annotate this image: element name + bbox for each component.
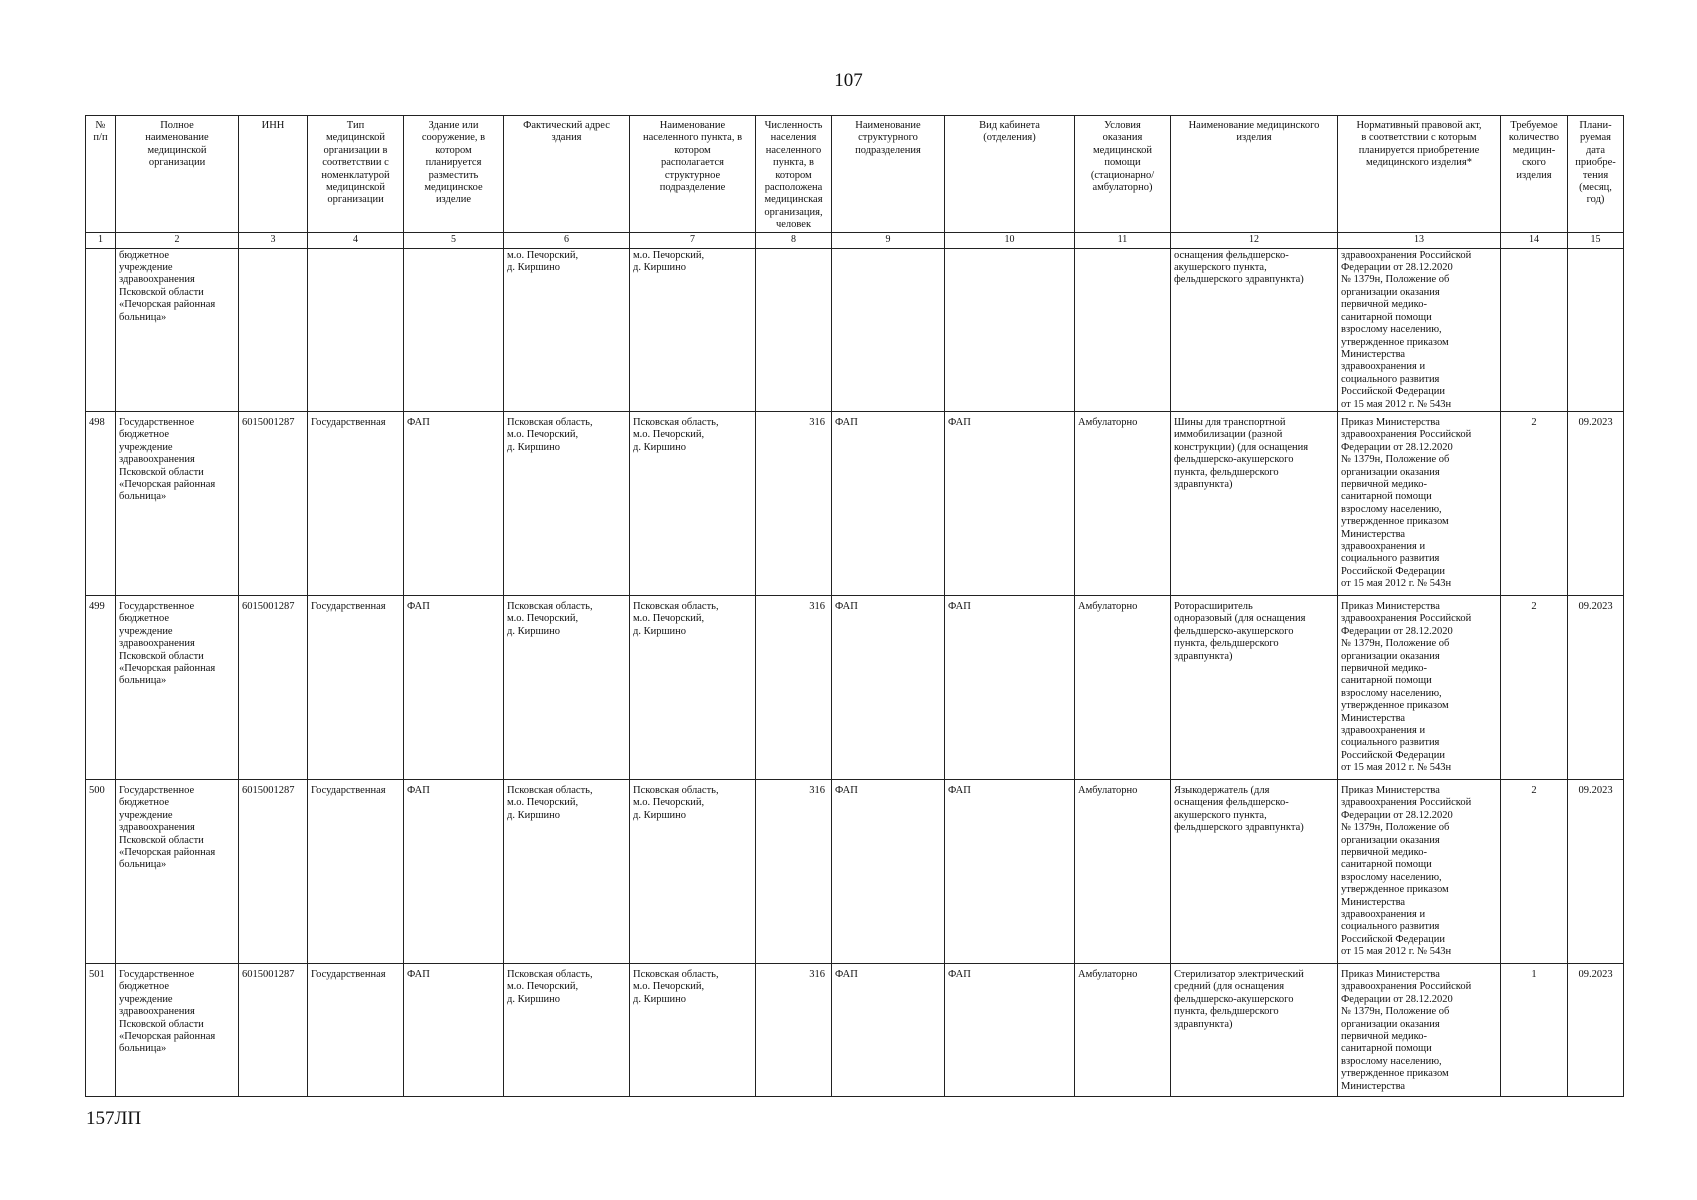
settlement-cell: Псковская область, м.о. Печорский, д. Киршино: [630, 963, 756, 1096]
table-row-continuation: [86, 248, 1624, 411]
header-cell-care-conditions: Условия оказания медицинской помощи (стационарно/ амбулаторно): [1075, 116, 1171, 233]
settlement-cell: Псковская область, м.о. Печорский, д. Киршино: [630, 595, 756, 779]
table-cell: [404, 248, 504, 411]
column-number: 10: [945, 232, 1075, 248]
row-number: 500: [86, 779, 116, 963]
address-cell: Псковская область, м.о. Печорский, д. Киршино: [504, 595, 630, 779]
header-cell-settlement: Наименование населенного пункта, в котором располагается структурное подразделение: [630, 116, 756, 233]
header-cell-cabinet-type: Вид кабинета (отделения): [945, 116, 1075, 233]
header-cell-quantity: Требуемое количество медицин- ского изделия: [1501, 116, 1568, 233]
header-cell-number: № п/п: [86, 116, 116, 233]
population-cell: 316: [756, 595, 832, 779]
table-cell: [832, 248, 945, 411]
building-cell: ФАП: [404, 779, 504, 963]
settlement-cell: Псковская область, м.о. Печорский, д. Киршино: [630, 779, 756, 963]
header-cell-planned-date: Плани- руемая дата приобре- тения (месяц, год): [1568, 116, 1624, 233]
planned-date-cell: 09.2023: [1568, 963, 1624, 1096]
building-cell: ФАП: [404, 595, 504, 779]
cabinet-type-cell: ФАП: [945, 963, 1075, 1096]
table-cell: [945, 248, 1075, 411]
header-cell-org-name: Полное наименование медицинской организации: [116, 116, 239, 233]
header-cell-address: Фактический адрес здания: [504, 116, 630, 233]
header-cell-inn: ИНН: [239, 116, 308, 233]
legal-act-cell: Приказ Министерства здравоохранения Российской Федерации от 28.12.2020 № 1379н, Положение об организации оказания первичной медико- санитарной помощи взрослому населению, утвержденное приказом Министерства: [1338, 963, 1501, 1096]
org-name-cell: Государственное бюджетное учреждение здравоохранения Псковской области «Печорская районная больница»: [116, 411, 239, 595]
table-cell: [1568, 248, 1624, 411]
org-type-cell: Государственная: [308, 963, 404, 1096]
table-cell: [308, 248, 404, 411]
table-row: [86, 779, 1624, 963]
equipment-table: [85, 115, 1624, 1097]
quantity-cell: 2: [1501, 595, 1568, 779]
column-number: 13: [1338, 232, 1501, 248]
planned-date-cell: 09.2023: [1568, 779, 1624, 963]
inn-cell: 6015001287: [239, 963, 308, 1096]
document-code: 157ЛП: [86, 1108, 142, 1129]
table-cell: [1075, 248, 1171, 411]
org-type-cell: Государственная: [308, 411, 404, 595]
column-number: 3: [239, 232, 308, 248]
settlement-cell: Псковская область, м.о. Печорский, д. Киршино: [630, 411, 756, 595]
column-number: 1: [86, 232, 116, 248]
column-number: 5: [404, 232, 504, 248]
table-cell: м.о. Печорский, д. Киршино: [630, 248, 756, 411]
subdivision-cell: ФАП: [832, 411, 945, 595]
inn-cell: 6015001287: [239, 779, 308, 963]
column-number: 9: [832, 232, 945, 248]
building-cell: ФАП: [404, 963, 504, 1096]
table-header-row: [86, 116, 1624, 233]
care-conditions-cell: Амбулаторно: [1075, 963, 1171, 1096]
quantity-cell: 1: [1501, 963, 1568, 1096]
subdivision-cell: ФАП: [832, 779, 945, 963]
table-row: [86, 963, 1624, 1096]
column-number: 7: [630, 232, 756, 248]
quantity-cell: 2: [1501, 411, 1568, 595]
org-name-cell: Государственное бюджетное учреждение здравоохранения Псковской области «Печорская районная больница»: [116, 595, 239, 779]
population-cell: 316: [756, 779, 832, 963]
column-number: 4: [308, 232, 404, 248]
cabinet-type-cell: ФАП: [945, 595, 1075, 779]
column-number: 8: [756, 232, 832, 248]
cabinet-type-cell: ФАП: [945, 779, 1075, 963]
header-cell-legal-act: Нормативный правовой акт, в соответствии с которым планируется приобретение медицинского изделия*: [1338, 116, 1501, 233]
address-cell: Псковская область, м.о. Печорский, д. Киршино: [504, 779, 630, 963]
header-cell-device-name: Наименование медицинского изделия: [1171, 116, 1338, 233]
org-type-cell: Государственная: [308, 779, 404, 963]
legal-act-cell: Приказ Министерства здравоохранения Российской Федерации от 28.12.2020 № 1379н, Положение об организации оказания первичной медико- санитарной помощи взрослому населению, утвержденное приказом Министерства здравоохранения и социального развития Российской Федерации от 15 мая 2012 г. № 543н: [1338, 595, 1501, 779]
population-cell: 316: [756, 963, 832, 1096]
address-cell: Псковская область, м.о. Печорский, д. Киршино: [504, 411, 630, 595]
column-number: 14: [1501, 232, 1568, 248]
page-number: 107: [834, 70, 863, 91]
table-cell: оснащения фельдшерско- акушерского пункта, фельдшерского здравпункта): [1171, 248, 1338, 411]
table-row: [86, 595, 1624, 779]
table-cell: [86, 248, 116, 411]
inn-cell: 6015001287: [239, 411, 308, 595]
row-number: 501: [86, 963, 116, 1096]
column-number: 6: [504, 232, 630, 248]
device-name-cell: Стерилизатор электрический средний (для оснащения фельдшерско-акушерского пункта, фельдшерского здравпункта): [1171, 963, 1338, 1096]
device-name-cell: Языкодержатель (для оснащения фельдшерско- акушерского пункта, фельдшерского здравпункта): [1171, 779, 1338, 963]
care-conditions-cell: Амбулаторно: [1075, 595, 1171, 779]
header-cell-subdivision: Наименование структурного подразделения: [832, 116, 945, 233]
table-row: [86, 411, 1624, 595]
org-type-cell: Государственная: [308, 595, 404, 779]
planned-date-cell: 09.2023: [1568, 411, 1624, 595]
column-number: 11: [1075, 232, 1171, 248]
subdivision-cell: ФАП: [832, 963, 945, 1096]
population-cell: 316: [756, 411, 832, 595]
column-number: 15: [1568, 232, 1624, 248]
row-number: 499: [86, 595, 116, 779]
inn-cell: 6015001287: [239, 595, 308, 779]
column-number: 12: [1171, 232, 1338, 248]
planned-date-cell: 09.2023: [1568, 595, 1624, 779]
header-cell-org-type: Тип медицинской организации в соответствии с номенклатурой медицинской организации: [308, 116, 404, 233]
address-cell: Псковская область, м.о. Печорский, д. Киршино: [504, 963, 630, 1096]
table-cell: здравоохранения Российской Федерации от 28.12.2020 № 1379н, Положение об организации оказания первичной медико- санитарной помощи взрослому населению, утвержденное приказом Министерства здравоохранения и социального развития Российской Федерации от 15 мая 2012 г. № 543н: [1338, 248, 1501, 411]
row-number: 498: [86, 411, 116, 595]
legal-act-cell: Приказ Министерства здравоохранения Российской Федерации от 28.12.2020 № 1379н, Положение об организации оказания первичной медико- санитарной помощи взрослому населению, утвержденное приказом Министерства здравоохранения и социального развития Российской Федерации от 15 мая 2012 г. № 543н: [1338, 779, 1501, 963]
device-name-cell: Роторасширитель одноразовый (для оснащения фельдшерско-акушерского пункта, фельдшерского здравпункта): [1171, 595, 1338, 779]
building-cell: ФАП: [404, 411, 504, 595]
table-cell: [756, 248, 832, 411]
table-cell: бюджетное учреждение здравоохранения Псковской области «Печорская районная больница»: [116, 248, 239, 411]
header-cell-building: Здание или сооружение, в котором планируется разместить медицинское изделие: [404, 116, 504, 233]
table-cell: м.о. Печорский, д. Киршино: [504, 248, 630, 411]
cabinet-type-cell: ФАП: [945, 411, 1075, 595]
legal-act-cell: Приказ Министерства здравоохранения Российской Федерации от 28.12.2020 № 1379н, Положение об организации оказания первичной медико- санитарной помощи взрослому населению, утвержденное приказом Министерства здравоохранения и социального развития Российской Федерации от 15 мая 2012 г. № 543н: [1338, 411, 1501, 595]
org-name-cell: Государственное бюджетное учреждение здравоохранения Псковской области «Печорская районная больница»: [116, 779, 239, 963]
care-conditions-cell: Амбулаторно: [1075, 779, 1171, 963]
org-name-cell: Государственное бюджетное учреждение здравоохранения Псковской области «Печорская районная больница»: [116, 963, 239, 1096]
device-name-cell: Шины для транспортной иммобилизации (разной конструкции) (для оснащения фельдшерско-акушерского пункта, фельдшерского здравпункта): [1171, 411, 1338, 595]
table-cell: [1501, 248, 1568, 411]
header-cell-population: Численность населения населенного пункта, в котором расположена медицинская организация, человек: [756, 116, 832, 233]
subdivision-cell: ФАП: [832, 595, 945, 779]
quantity-cell: 2: [1501, 779, 1568, 963]
column-number: 2: [116, 232, 239, 248]
table-cell: [239, 248, 308, 411]
column-numbers-row: [86, 232, 1624, 248]
care-conditions-cell: Амбулаторно: [1075, 411, 1171, 595]
